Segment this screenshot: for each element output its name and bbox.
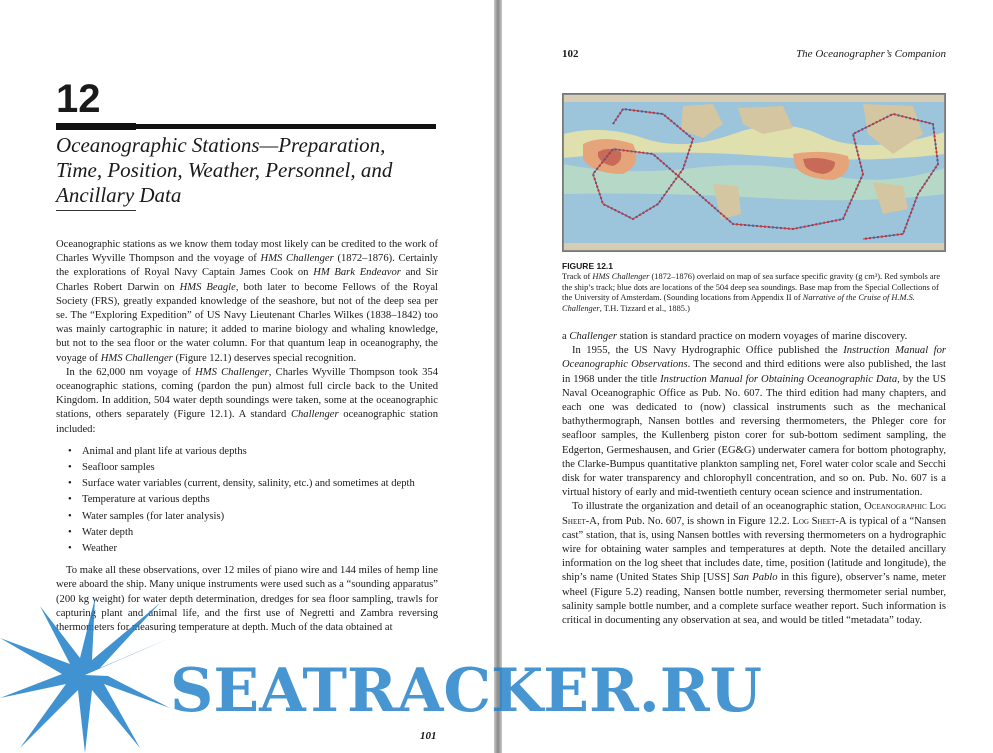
- starburst-watermark-icon: [0, 598, 170, 753]
- title-rule: [56, 210, 136, 211]
- challenger-track-map: [562, 93, 946, 252]
- list-item: • Animal and plant life at various depths: [56, 445, 438, 459]
- paragraph: To illustrate the organization and detail of an oceanographic station, Oceanographic Log Sheet-A, from Pub. No. 607, is shown in Figure 12.2. Log Sheet-A is typical of a “Nansen cast” station, that is, using Nansen bottles with reversing thermometers on a hydrographic wire for obtaining water samples and temperatures at depth. Note the detailed ancillary information on the log sheet that includes date, time, position (latitude and longitude), the ship’s name (United States Ship [USS] San Pablo in this figure), observer’s name, meter wheel (Figure 5.2) reading, Nansen bottle number, reversing thermometer serial number, salinity sample bottle number, and a complete surface weather report. Such information is critical in documenting any observation at sea, and would be titled “metadata” today.: [562, 501, 947, 627]
- list-item: • Seafloor samples: [56, 461, 438, 475]
- list-item: • Surface water variables (current, density, salinity, etc.) and sometimes at depth: [56, 477, 438, 491]
- paragraph: In the 62,000 nm voyage of HMS Challenger, Charles Wyville Thompson took 354 oceanographic stations, coming (pardon the pun) almost full circle back to the United Kingdom. In addition, 504 water depth soundings were taken, some at the oceanographic stations, others separately (Figure 12.1). A standard Challenger oceanographic station included:: [56, 366, 438, 435]
- chapter-title: Oceanographic Stations—Preparation, Time, Position, Weather, Personnel, and Ancillary Data: [56, 133, 393, 207]
- figure-caption: Track of HMS Challenger (1872–1876) overlaid on map of sea surface specific gravity (g cm³). Red symbols are the ship’s track; blue dots are locations of the 504 deep sea soundings. Base map from the Special Collections of the University of Amsterdam. (Sounding locations from Appendix II of Narrative of the Cruise of H.M.S. Challenger, T.H. Tizzard et al., 1885.): [562, 272, 941, 313]
- station-list: [56, 445, 438, 556]
- chapter-rule: [56, 124, 436, 129]
- book-gutter: [494, 0, 502, 753]
- specific-gravity-map: [563, 94, 945, 251]
- paragraph: In 1955, the US Navy Hydrographic Office published the Instruction Manual for Oceanographic Observations. The second and third editions were also published, the last in 1968 under the title Instruction Manual for Obtaining Oceanographic Data, by the US Naval Oceanographic Office as Pub. No. 607. The third edition had many chapters, and each one was dedicated to (now) classical instruments such as the mechanical bathythermograph, Nansen bottles and reversing thermometers, the Phleger core for seafloor samples, the Kullenberg piston corer for sub-bottom sediment sampling, the Edgerton, Germeshausen, and Grier (EG&G) underwater camera for bottom photography, the Clarke-Bumpus quantitative plankton sampling net, Forel water color scale and Secchi disk for water transparency and chlorophyll concentration, and so on. Pub. No. 607 is a virtual history of early and mid-twentieth century ocean science and instrumentation.: [562, 345, 947, 499]
- paragraph: Oceanographic stations as we know them today most likely can be credited to the work of Charles Wyville Thompson and the voyage of HMS Challenger (1872–1876). Certainly the explorations of Royal Navy Captain James Cook on HM Bark Endeavor and Sir Charles Robert Darwin on HMS Beagle, both later to become Fellows of the Royal Society (FRS), greatly expanded knowledge of the seashore, but not of the deep sea per se. The “Exploring Expedition” of US Navy Lieutenant Charles Wilkes (1838–1842) too was mainly cartographic in nature; it added to marine biology and whaling knowledge, but not to the sea floor or the water column. For that quantum leap in oceanography, the voyage of HMS Challenger (Figure 12.1) deserves special recognition.: [56, 239, 438, 364]
- page-number: 101: [420, 730, 437, 742]
- paragraph: To make all these observations, over 12 miles of piano wire and 144 miles of hemp line were aboard the ship. Many unique instruments were used such as a “sounding apparatus” (200 kg weight) for water depth determination, dredges for sea floor sampling, trawls for capturing plant and animal life, and the first use of Negretti and Zambra reversing thermometers for measuring temperature at depth. Much of the data obtained at: [56, 565, 438, 634]
- right-page: [502, 0, 993, 753]
- list-item: • Temperature at various depths: [56, 493, 438, 507]
- list-item: • Water depth: [56, 526, 438, 540]
- paragraph: a Challenger station is standard practice on modern voyages of marine discovery.: [562, 331, 908, 342]
- list-item: • Water samples (for later analysis): [56, 510, 438, 524]
- left-page: [0, 0, 494, 753]
- watermark-text: SEATRACKER.RU: [170, 656, 762, 726]
- list-item: • Weather: [56, 542, 438, 556]
- figure-label: FIGURE 12.1: [562, 261, 614, 271]
- running-title: The Oceanographer’s Companion: [796, 48, 946, 60]
- left-body-text: [56, 238, 438, 635]
- right-body-text: [562, 330, 946, 628]
- running-page-number: 102: [562, 48, 579, 60]
- chapter-number: 12: [56, 77, 101, 121]
